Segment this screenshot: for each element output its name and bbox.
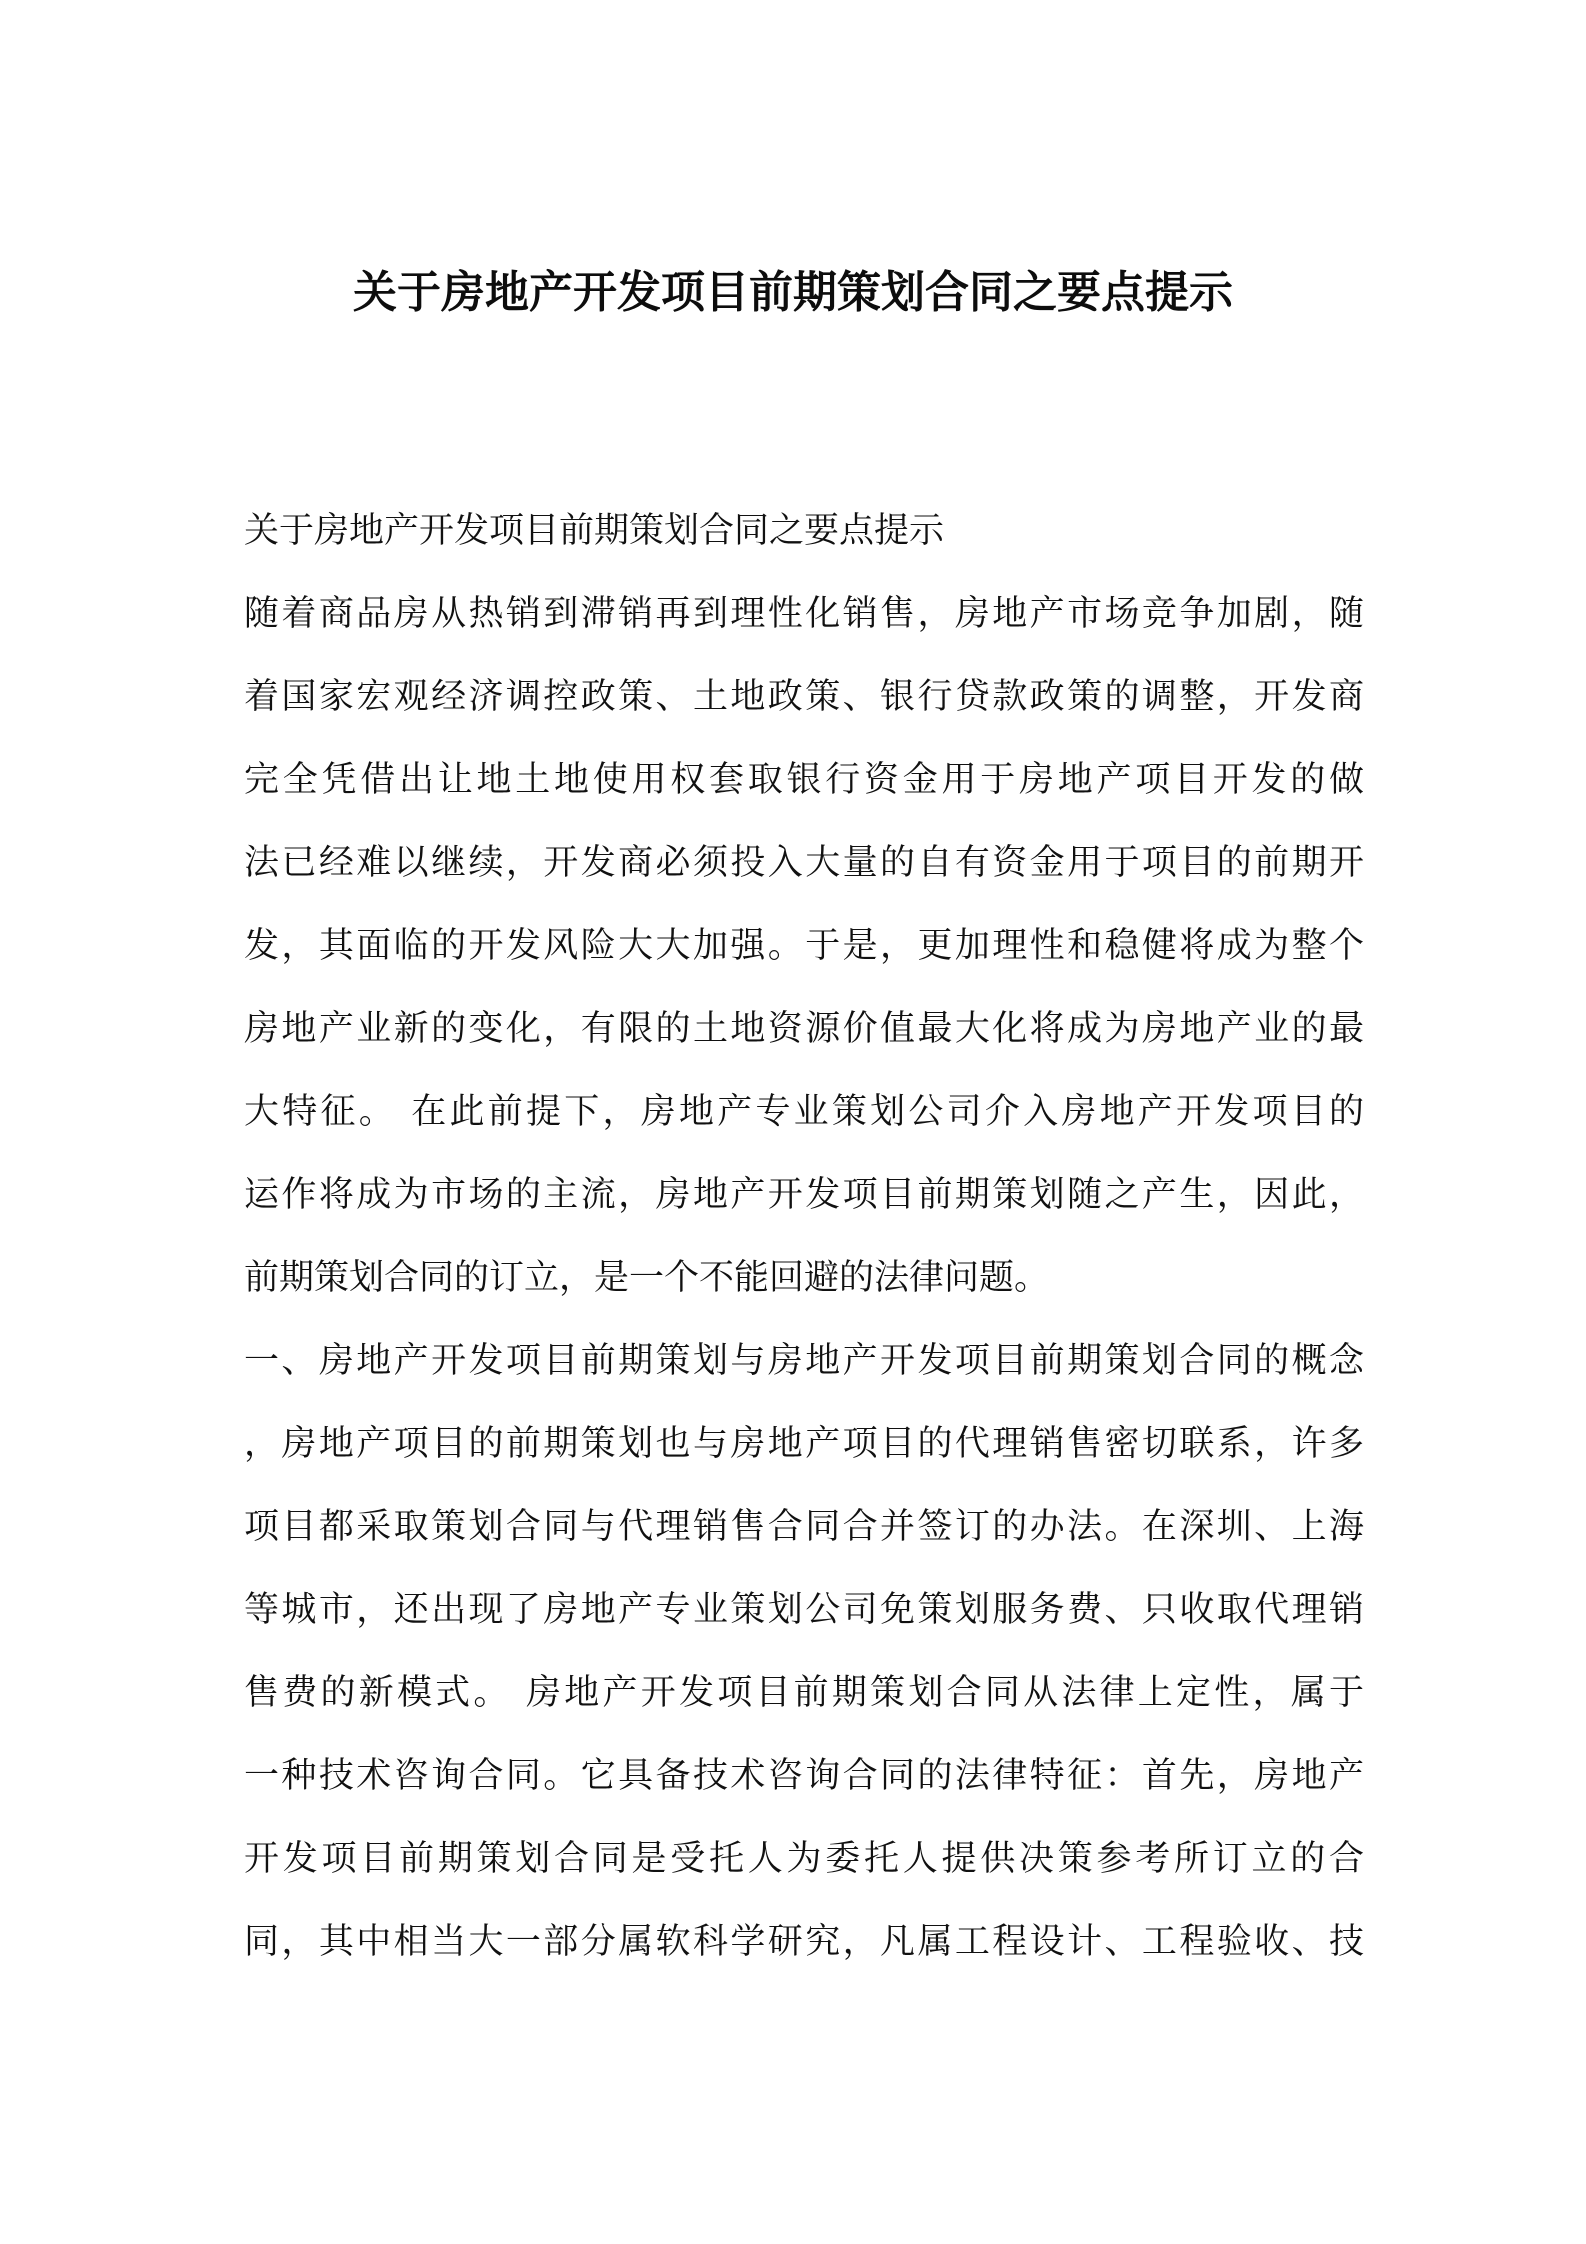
- document-title: 关于房地产开发项目前期策划合同之要点提示: [353, 267, 1233, 318]
- body-line: 前期策划合同的订立，是一个不能回避的法律问题。: [244, 1258, 1050, 1298]
- body-line: 同，其中相当大一部分属软科学研究，凡属工程设计、工程验收、技: [244, 1922, 1364, 1962]
- body-line: ，房地产项目的前期策划也与房地产项目的代理销售密切联系，许多: [244, 1424, 1364, 1464]
- body-line: 售费的新模式。 房地产开发项目前期策划合同从法律上定性，属于: [244, 1673, 1364, 1713]
- body-line: 关于房地产开发项目前期策划合同之要点提示: [244, 511, 945, 551]
- body-line: 着国家宏观经济调控政策、土地政策、银行贷款政策的调整，开发商: [244, 677, 1364, 717]
- body-line: 等城市，还出现了房地产专业策划公司免策划服务费、只收取代理销: [244, 1590, 1364, 1630]
- body-line: 法已经难以继续，开发商必须投入大量的自有资金用于项目的前期开: [244, 843, 1364, 883]
- body-line: 房地产业新的变化，有限的土地资源价值最大化将成为房地产业的最: [244, 1009, 1364, 1049]
- body-line: 大特征。 在此前提下，房地产专业策划公司介入房地产开发项目的: [244, 1092, 1364, 1132]
- body-line: 一种技术咨询合同。它具备技术咨询合同的法律特征：首先，房地产: [244, 1756, 1364, 1796]
- body-line: 随着商品房从热销到滞销再到理性化销售，房地产市场竞争加剧，随: [244, 594, 1364, 634]
- body-line: 完全凭借出让地土地使用权套取银行资金用于房地产项目开发的做: [244, 760, 1364, 800]
- body-line: 运作将成为市场的主流，房地产开发项目前期策划随之产生，因此，: [244, 1175, 1364, 1215]
- body-line: 开发项目前期策划合同是受托人为委托人提供决策参考所订立的合: [244, 1839, 1364, 1879]
- body-line: 发，其面临的开发风险大大加强。于是，更加理性和稳健将成为整个: [244, 926, 1364, 966]
- document-body: [244, 490, 1364, 1984]
- body-line: 一、房地产开发项目前期策划与房地产开发项目前期策划合同的概念: [244, 1341, 1364, 1381]
- body-line: 项目都采取策划合同与代理销售合同合并签订的办法。在深圳、上海: [244, 1507, 1364, 1547]
